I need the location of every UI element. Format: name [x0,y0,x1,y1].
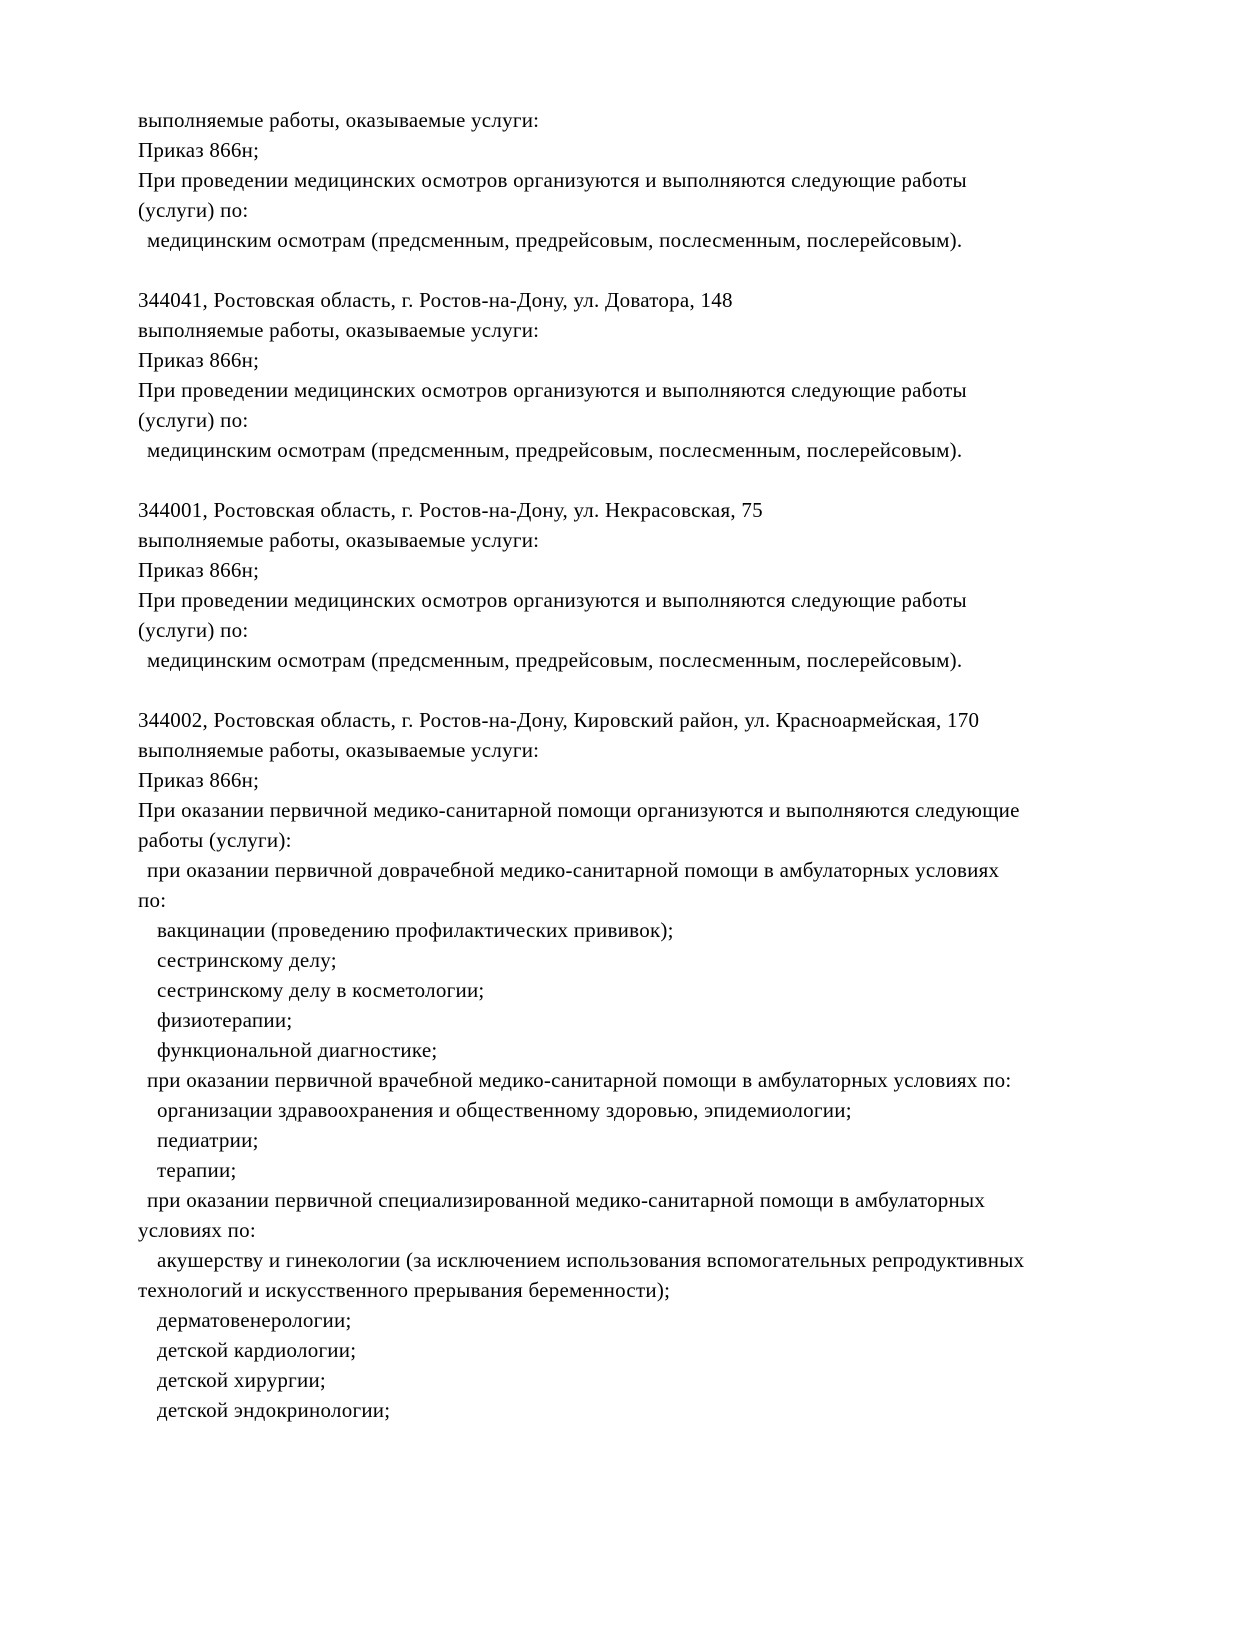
text-line: физиотерапии; [157,1008,293,1032]
text-line: Приказ 866н; [138,138,260,162]
text-line: сестринскому делу; [157,948,337,972]
text-line: при оказании первичной доврачебной медико-санитарной помощи в амбулаторных условиях [147,858,1000,882]
text-line: педиатрии; [157,1128,259,1152]
text-line: детской кардиологии; [157,1338,357,1362]
text-line: Приказ 866н; [138,558,260,582]
text-line: терапии; [157,1158,237,1182]
text-line: (услуги) по: [138,408,249,432]
license-section [138,705,1178,1425]
license-section [138,495,1178,675]
text-line: сестринскому делу в косметологии; [157,978,485,1002]
text-line: медицинским осмотрам (предсменным, предрейсовым, послесменным, послерейсовым). [147,228,963,252]
address-line: 344001, Ростовская область, г. Ростов-на-Дону, ул. Некрасовская, 75 [138,498,763,522]
text-line: при оказании первичной специализированной медико-санитарной помощи в амбулаторных [147,1188,986,1212]
text-line: по: [138,888,167,912]
document-body [138,105,1178,1455]
text-line: условиях по: [138,1218,256,1242]
text-line: При проведении медицинских осмотров организуются и выполняются следующие работы [138,378,967,402]
text-line: выполняемые работы, оказываемые услуги: [138,108,540,132]
license-section [138,105,1178,255]
address-line: 344041, Ростовская область, г. Ростов-на-Дону, ул. Доватора, 148 [138,288,733,312]
text-line: (услуги) по: [138,618,249,642]
text-line: функциональной диагностике; [157,1038,438,1062]
text-line: детской хирургии; [157,1368,327,1392]
text-line: выполняемые работы, оказываемые услуги: [138,738,540,762]
text-line: технологий и искусственного прерывания беременности); [138,1278,671,1302]
text-line: вакцинации (проведению профилактических прививок); [157,918,674,942]
text-line: выполняемые работы, оказываемые услуги: [138,528,540,552]
text-line: При проведении медицинских осмотров организуются и выполняются следующие работы [138,588,967,612]
text-line: Приказ 866н; [138,768,260,792]
text-line: работы (услуги): [138,828,292,852]
text-line: медицинским осмотрам (предсменным, предрейсовым, послесменным, послерейсовым). [147,648,963,672]
text-line: организации здравоохранения и общественному здоровью, эпидемиологии; [157,1098,852,1122]
text-line: медицинским осмотрам (предсменным, предрейсовым, послесменным, послерейсовым). [147,438,963,462]
text-line: (услуги) по: [138,198,249,222]
text-line: детской эндокринологии; [157,1398,391,1422]
text-line: акушерству и гинекологии (за исключением использования вспомогательных репродуктивных [157,1248,1025,1272]
text-line: выполняемые работы, оказываемые услуги: [138,318,540,342]
text-line: Приказ 866н; [138,348,260,372]
text-line: При проведении медицинских осмотров организуются и выполняются следующие работы [138,168,967,192]
text-line: дерматовенерологии; [157,1308,352,1332]
license-section [138,285,1178,465]
text-line: при оказании первичной врачебной медико-санитарной помощи в амбулаторных условиях по: [147,1068,1012,1092]
text-line: При оказании первичной медико-санитарной помощи организуются и выполняются следующие [138,798,1020,822]
address-line: 344002, Ростовская область, г. Ростов-на-Дону, Кировский район, ул. Красноармейская, 170 [138,708,980,732]
